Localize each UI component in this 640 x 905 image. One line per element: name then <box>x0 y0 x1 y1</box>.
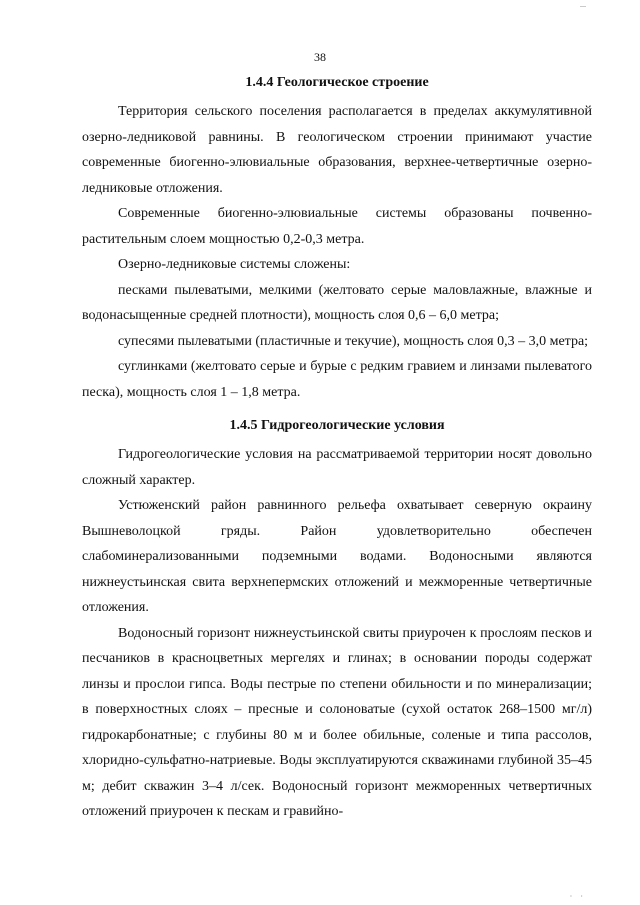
paragraph: Устюженский район равнинного рельефа охватывает северную окраину Вышневолоцкой гряды. Район удовлетворительно обеспечен слабоминерализованными подземными водами. Водоносными являются нижнеустьинская свита верхнепермских отложений и межморенные четвертичные отложения. <box>82 498 592 615</box>
paragraph: песками пылеватыми, мелкими (желтовато серые маловлажные, влажные и водонасыщенные средней плотности), мощность слоя 0,6 – 6,0 метра; <box>82 282 592 323</box>
paragraph: Озерно-ледниковые системы сложены: <box>118 257 351 272</box>
paragraph: Гидрогеологические условия на рассматриваемой территории носят довольно сложный характер. <box>82 447 592 488</box>
page-number: 38 <box>314 50 326 64</box>
paragraph: супесями пылеватыми (пластичные и текучие), мощность слоя 0,3 – 3,0 метра; <box>118 333 589 349</box>
section-heading-hydrogeology: 1.4.5 Гидрогеологические условия <box>229 418 445 433</box>
paragraph: суглинками (желтовато серые и бурые с редким гравием и линзами пылеватого песка), мощность слоя 1 – 1,8 метра. <box>82 359 592 400</box>
scan-mark-bottom: · · <box>569 892 586 901</box>
section-heading-geology: 1.4.4 Геологическое строение <box>245 75 429 90</box>
paragraph: Территория сельского поселения располагается в пределах аккумулятивной озерно-ледниковой равнины. В геологическом строении принимают участие современные биогенно-элювиальные образования, верхнее-четвертичные озерно-ледниковые отложения. <box>82 104 592 196</box>
document-body <box>82 70 592 825</box>
scan-mark-top: ... <box>580 0 586 9</box>
paragraph: Современные биогенно-элювиальные системы образованы почвенно-растительным слоем мощностью 0,2-0,3 метра. <box>82 206 592 247</box>
paragraph: Водоносный горизонт нижнеустьинской свиты приурочен к прослоям песков и песчаников в красноцветных мергелях и глинах; в основании породы содержат линзы и прослои гипса. Воды пестрые по степени обильности и по минерализации; в поверхностных слоях – пресные и солоноватые (сухой остаток 268–1500 мг/л) гидрокарбонатные; с глубины 80 м и более обильные, соленые и типа рассолов, хлоридно-сульфатно-натриевые. Воды эксплуатируются скважинами глубиной 35–45 м; дебит скважин 3–4 л/сек. Водоносный горизонт межморенных четвертичных отложений приурочен к пескам и гравийно- <box>82 625 592 819</box>
